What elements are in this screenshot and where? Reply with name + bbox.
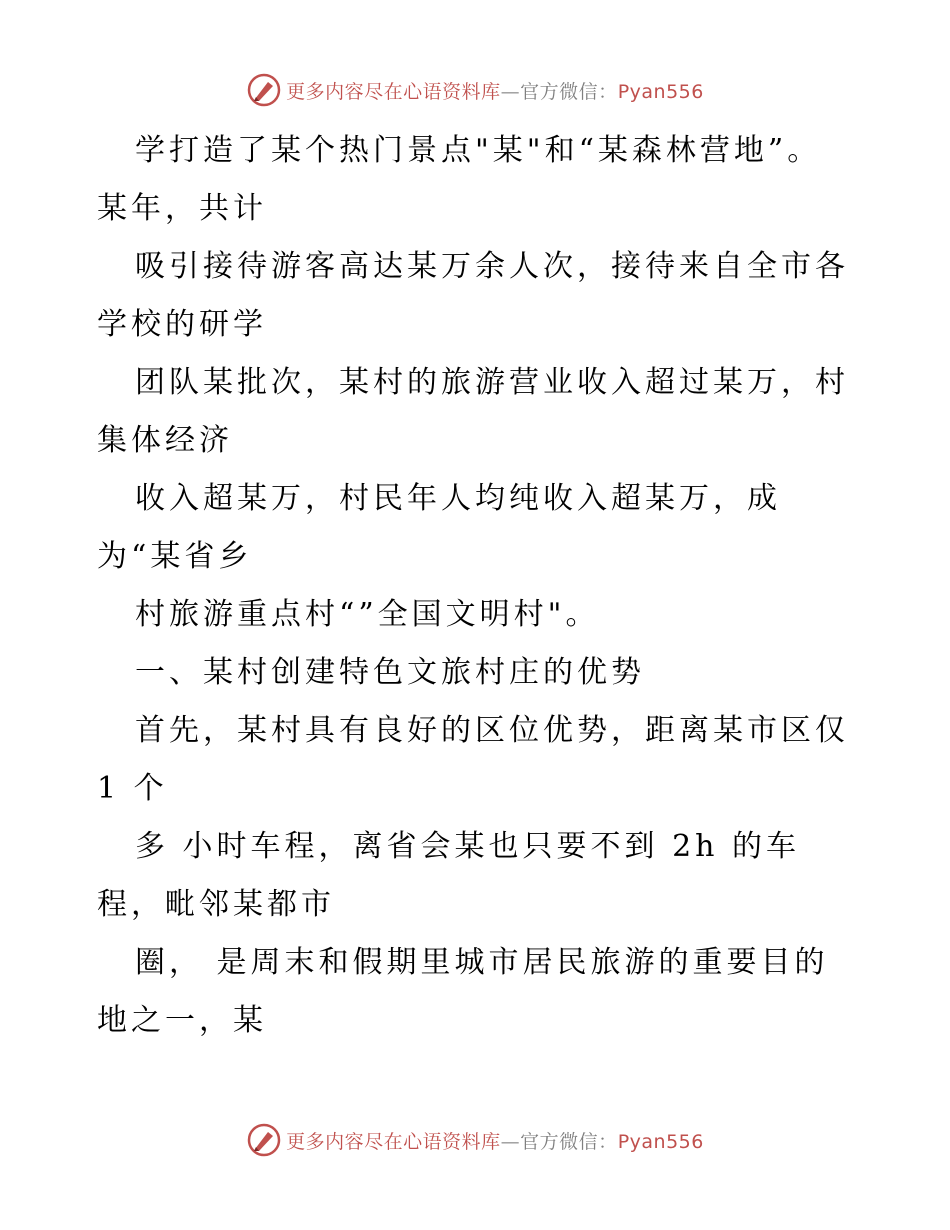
text-line: 地之一，某: [97, 1003, 267, 1038]
text-line: 多 小时车程，离省会某也只要不到 2h 的车: [135, 829, 801, 864]
header-watermark: [0, 70, 950, 110]
text-line: 学打造了某个热门景点"某"和“某森林营地”。: [135, 133, 822, 168]
text-line: 村旅游重点村“”全国文明村"。: [135, 597, 600, 632]
text-line: 集体经济: [97, 423, 233, 458]
footer-watermark: [0, 1120, 950, 1160]
text-line: 为“某省乡: [97, 539, 253, 574]
watermark-text: 更多内容尽在心语资料库—官方微信：Pyan556: [286, 1130, 704, 1153]
text-line: 1 个: [97, 771, 168, 806]
text-line: 某年，共计: [97, 191, 267, 226]
section-heading: 一、某村创建特色文旅村庄的优势: [135, 655, 645, 690]
text-line: 首先，某村具有良好的区位优势，距离某市区仅: [135, 713, 849, 748]
text-line: 圈， 是周末和假期里城市居民旅游的重要目的: [135, 945, 829, 980]
text-line: 收入超某万，村民年人均纯收入超某万，成: [135, 481, 781, 516]
text-line: 团队某批次，某村的旅游营业收入超过某万，村: [135, 365, 849, 400]
text-line: 程，毗邻某都市: [97, 887, 335, 922]
document-body: [97, 122, 857, 1050]
pen-logo-icon: [246, 72, 282, 108]
text-line: 吸引接待游客高达某万余人次，接待来自全市各: [135, 249, 849, 284]
watermark-text: 更多内容尽在心语资料库—官方微信：Pyan556: [286, 80, 704, 103]
text-line: 学校的研学: [97, 307, 267, 342]
pen-logo-icon: [246, 1122, 282, 1158]
